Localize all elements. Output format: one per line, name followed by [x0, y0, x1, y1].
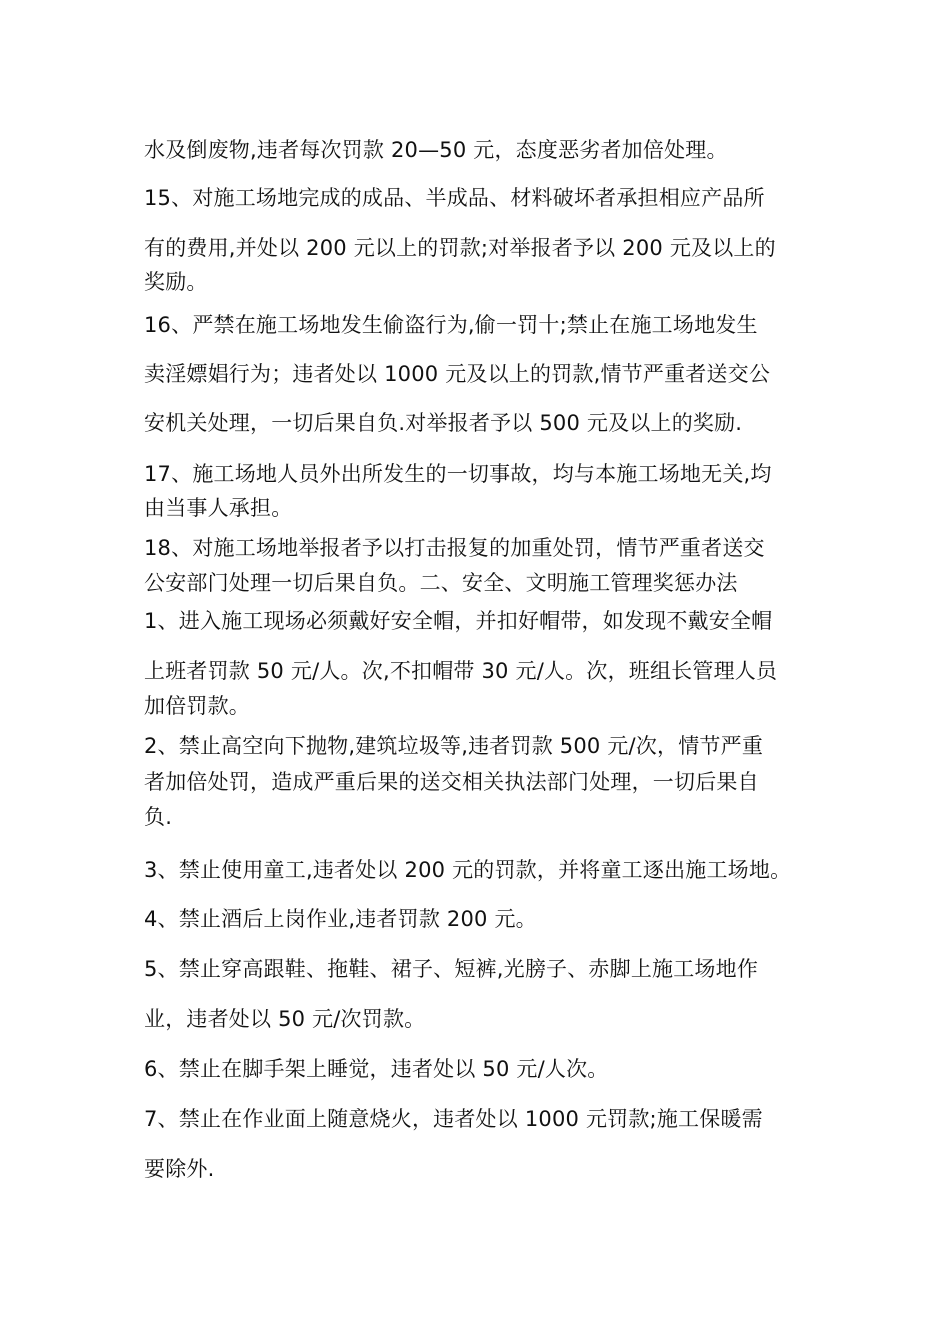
- text-line: 1、进入施工现场必须戴好安全帽，并扣好帽带，如发现不戴安全帽: [144, 609, 773, 633]
- text-line: 有的费用,并处以 200 元以上的罚款;对举报者予以 200 元及以上的: [144, 236, 776, 260]
- text-line: 5、禁止穿高跟鞋、拖鞋、裙子、短裤,光膀子、赤脚上施工场地作: [144, 957, 759, 981]
- text-line: 上班者罚款 50 元/人。次,不扣帽带 30 元/人。次，班组长管理人员: [144, 659, 778, 683]
- text-line: 6、禁止在脚手架上睡觉，违者处以 50 元/人次。: [144, 1057, 609, 1081]
- text-line: 要除外.: [144, 1157, 215, 1181]
- text-line: 7、禁止在作业面上随意烧火，违者处以 1000 元罚款;施工保暖需: [144, 1107, 763, 1131]
- text-line: 加倍罚款。: [144, 694, 250, 718]
- text-line: 负.: [144, 805, 173, 829]
- text-line: 奖励。: [144, 270, 208, 294]
- text-line: 2、禁止高空向下抛物,建筑垃圾等,违者罚款 500 元/次，情节严重: [144, 734, 764, 758]
- text-line: 18、对施工场地举报者予以打击报复的加重处罚，情节严重者送交: [144, 536, 765, 560]
- text-line: 公安部门处理一切后果自负。二、安全、文明施工管理奖惩办法: [144, 571, 738, 595]
- text-line: 安机关处理，一切后果自负.对举报者予以 500 元及以上的奖励.: [144, 411, 743, 435]
- text-line: 由当事人承担。: [144, 496, 293, 520]
- text-line: 17、施工场地人员外出所发生的一切事故，均与本施工场地无关,均: [144, 462, 772, 486]
- text-line: 卖淫嫖娼行为；违者处以 1000 元及以上的罚款,情节严重者送交公: [144, 362, 771, 386]
- text-line: 15、对施工场地完成的成品、半成品、材料破坏者承担相应产品所: [144, 186, 765, 210]
- text-line: 水及倒废物,违者每次罚款 20—50 元，态度恶劣者加倍处理。: [144, 138, 728, 162]
- text-line: 4、禁止酒后上岗作业,违者罚款 200 元。: [144, 907, 537, 931]
- text-line: 3、禁止使用童工,违者处以 200 元的罚款，并将童工逐出施工场地。: [144, 858, 792, 882]
- text-line: 16、严禁在施工场地发生偷盗行为,偷一罚十;禁止在施工场地发生: [144, 313, 758, 337]
- text-line: 者加倍处罚，造成严重后果的送交相关执法部门处理，一切后果自: [144, 770, 759, 794]
- text-line: 业，违者处以 50 元/次罚款。: [144, 1007, 426, 1031]
